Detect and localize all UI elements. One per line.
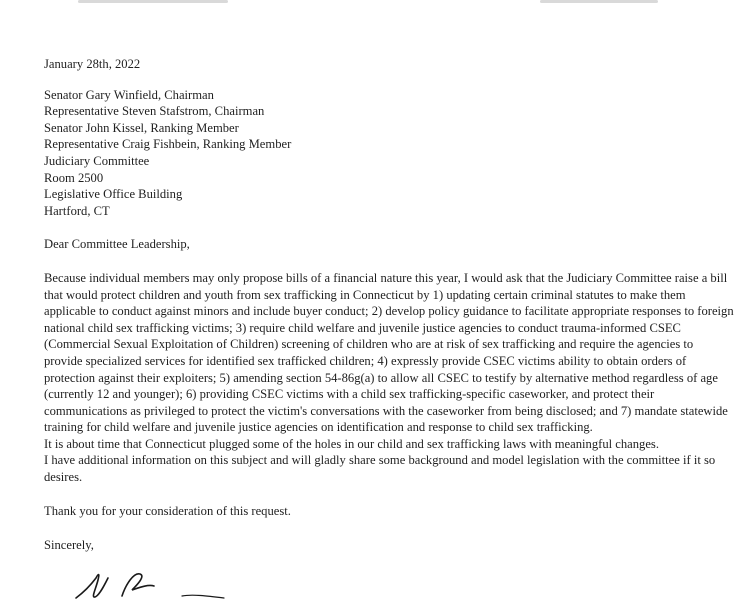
letterhead-remnant (0, 0, 751, 6)
closing: Sincerely, (44, 538, 94, 553)
addressee-block (44, 87, 734, 220)
addressee-line: Judiciary Committee (44, 153, 150, 168)
salutation: Dear Committee Leadership, (44, 237, 190, 252)
body-paragraph: It is about time that Connecticut plugged some of the holes in our child and sex trafficking laws with meaningful changes. (44, 436, 659, 451)
addressee-line: Representative Craig Fishbein, Ranking Member (44, 137, 292, 152)
addressee-line: Senator Gary Winfield, Chairman (44, 87, 214, 102)
handwritten-signature (74, 566, 234, 600)
addressee-line: Senator John Kissel, Ranking Member (44, 120, 239, 135)
addressee-line: Hartford, CT (44, 203, 110, 218)
addressee-line: Representative Steven Stafstrom, Chairman (44, 104, 265, 119)
addressee-line: Legislative Office Building (44, 187, 183, 202)
letter-date: January 28th, 2022 (44, 57, 141, 71)
thanks-line: Thank you for your consideration of this request. (44, 503, 291, 518)
body-paragraph: Because individual members may only propose bills of a financial nature this year, I would ask that the Judiciary Committee raise a bill that would protect children and youth from sex trafficking in Connecticut by 1) updating certain criminal statutes to make them applicable to conduct against minors and include buyer conduct; 2) develop policy guidance to facilitate appropriate responses to foreign national child sex trafficking victims; 3) require child welfare and juvenile justice agencies to conduct trauma-informed CSEC (Commercial Sexual Exploitation of Children) screening of children who are at risk of sex trafficking and require the agencies to provide specialized services for identified sex trafficked children; 4) expressly provide CSEC victims ability to obtain orders of protection against their exploiters; 5) amending section 54-86g(a) to allow all CSEC to testify by alternative method regardless of age (currently 12 and younger); 6) providing CSEC victims with a child sex trafficking-specific caseworker, and protect their communications as privileged to protect the victim's conversations with the caseworker from being disclosed; and 7) mandate statewide training for child welfare and juvenile justice agencies on identification and response to child sex trafficking. (44, 270, 734, 435)
body-paragraph: I have additional information on this subject and will gladly share some background and model legislation with the committee if it so desires. (44, 453, 716, 485)
letter-body (44, 56, 734, 554)
addressee-line: Room 2500 (44, 170, 104, 185)
